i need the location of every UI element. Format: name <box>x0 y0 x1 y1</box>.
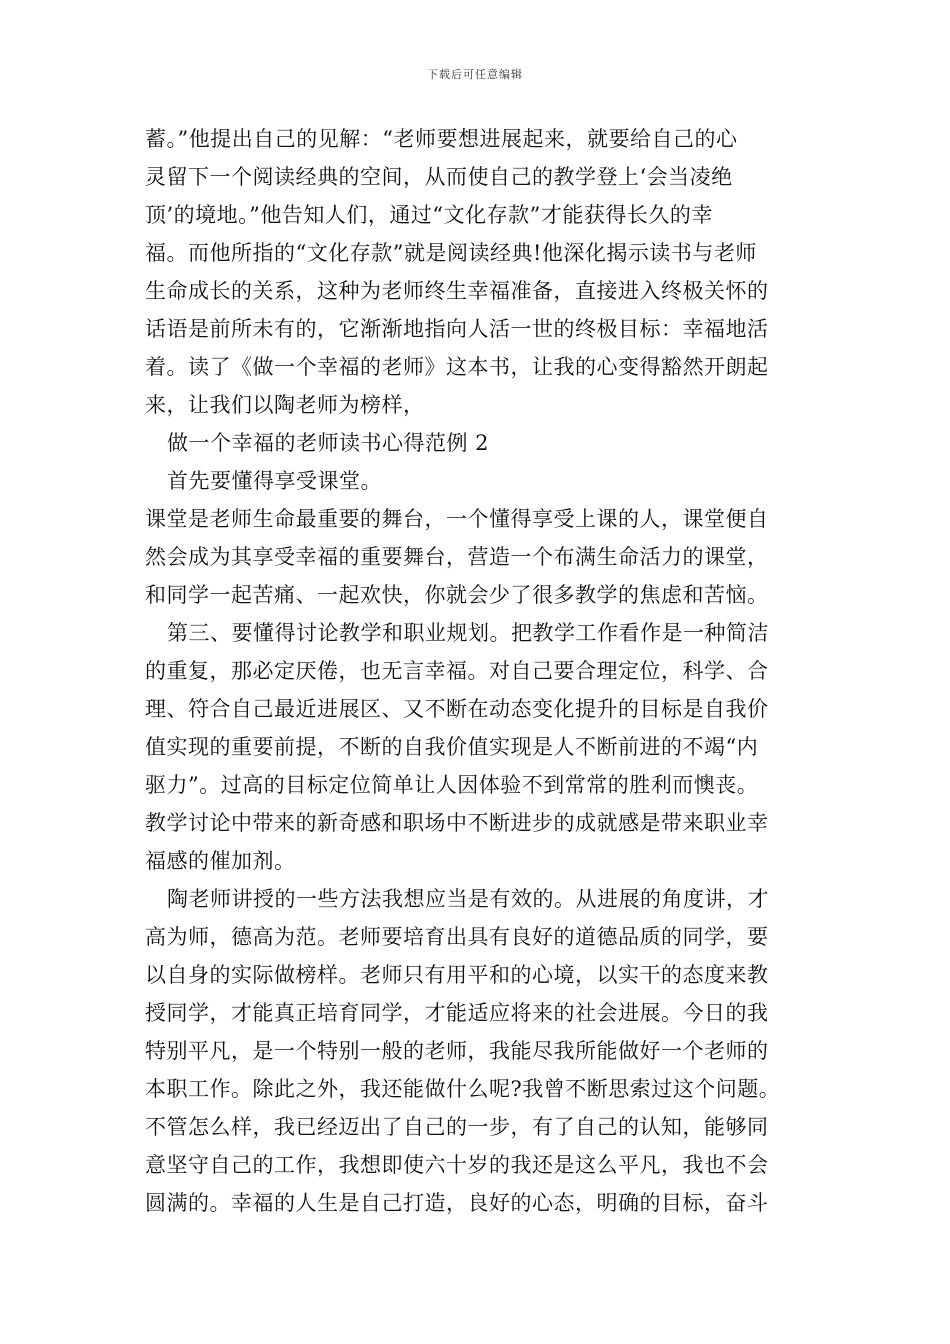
document-body <box>145 120 805 1222</box>
page-header: 下载后可任意编辑 <box>427 68 523 81</box>
text-line: 灵留下一个阅读经典的空间，从而使自己的教学登上‘会当凌绝 <box>145 165 733 189</box>
text-line: 授同学，才能真正培育同学，才能适应将来的社会进展。今日的我 <box>145 1001 769 1025</box>
text-line: 高为师，德高为范。老师要培育出具有良好的道德品质的同学，要 <box>145 925 769 949</box>
text-line: 理、符合自己最近进展区、又不断在动态变化提升的目标是自我价 <box>145 697 769 721</box>
text-line: 着。读了《做一个幸福的老师》这本书，让我的心变得豁然开朗起 <box>145 355 769 379</box>
text-line: 本职工作。除此之外，我还能做什么呢?我曾不断思索过这个问题。 <box>145 1077 781 1101</box>
text-line: 驱力”。过高的目标定位简单让人因体验不到常常的胜利而懊丧。 <box>145 773 759 797</box>
text-line: 课堂是老师生命最重要的舞台，一个懂得享受上课的人，课堂便自 <box>145 507 769 531</box>
paragraph-first-line: 第三、要懂得讨论教学和职业规划。把教学工作看作是一种简洁 <box>167 621 769 645</box>
text-line: 的重复，那必定厌倦，也无言幸福。对自己要合理定位，科学、合 <box>145 659 769 683</box>
paragraph-first-line: 陶老师讲授的一些方法我想应当是有效的。从进展的角度讲，才 <box>167 887 769 911</box>
text-line: 不管怎么样，我已经迈出了自己的一步，有了自己的认知，能够同 <box>145 1115 769 1139</box>
text-line: 顶’的境地。”他告知人们，通过“文化存款”才能获得长久的幸 <box>145 203 713 227</box>
text-line: 生命成长的关系，这种为老师终生幸福准备，直接进入终极关怀的 <box>145 279 769 303</box>
text-line: 福感的催加剂。 <box>145 849 296 873</box>
text-line: 然会成为其享受幸福的重要舞台，营造一个布满生命活力的课堂， <box>145 545 769 569</box>
text-line: 意坚守自己的工作，我想即使六十岁的我还是这么平凡，我也不会 <box>145 1153 769 1177</box>
text-line: 和同学一起苦痛、一起欢快，你就会少了很多教学的焦虑和苦恼。 <box>145 583 769 607</box>
text-line: 教学讨论中带来的新奇感和职场中不断进步的成就感是带来职业幸 <box>145 811 769 835</box>
text-line: 以自身的实际做榜样。老师只有用平和的心境，以实干的态度来教 <box>145 963 769 987</box>
paragraph-first-line: 首先要懂得享受课堂。 <box>167 469 382 493</box>
text-line: 圆满的。幸福的人生是自己打造，良好的心态，明确的目标，奋斗 <box>145 1191 769 1215</box>
text-line: 特别平凡，是一个特别一般的老师，我能尽我所能做好一个老师的 <box>145 1039 769 1063</box>
text-line: 话语是前所未有的，它渐渐地指向人活一世的终极目标：幸福地活 <box>145 317 769 341</box>
text-line: 福。而他所指的“文化存款”就是阅读经典!他深化揭示读书与老师 <box>145 241 757 265</box>
text-line: 蓄。”他提出自己的见解：“老师要想进展起来，就要给自己的心 <box>145 127 738 151</box>
paragraph-first-line: 做一个幸福的老师读书心得范例 2 <box>167 431 490 455</box>
text-line: 值实现的重要前提，不断的自我价值实现是人不断前进的不竭“内 <box>145 735 759 759</box>
text-line: 来，让我们以陶老师为榜样， <box>145 393 425 417</box>
